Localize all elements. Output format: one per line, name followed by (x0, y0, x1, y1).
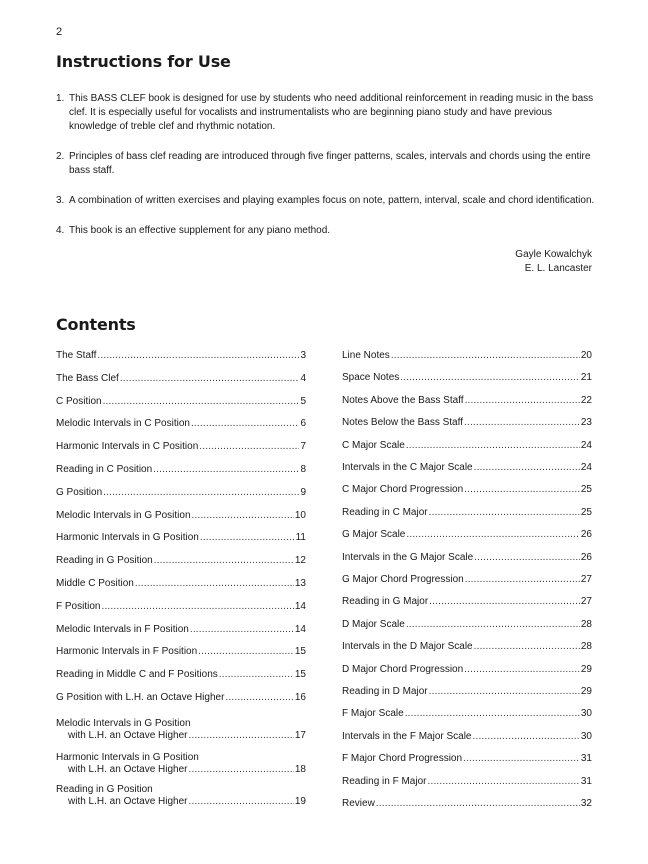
toc-leader (225, 692, 293, 704)
toc-entry (56, 464, 306, 476)
toc-entry-title: Intervals in the F Major Scale (342, 730, 472, 742)
toc-entry-title: C Major Chord Progression (342, 484, 464, 496)
toc-entry-page: 24 (580, 462, 592, 473)
toc-entry-page: 31 (580, 753, 592, 765)
toc-entry-title: The Bass Clef (56, 372, 119, 384)
toc-entry-page: 9 (300, 486, 306, 498)
toc-entry-page: 16 (294, 692, 306, 703)
toc-leader (189, 796, 294, 808)
toc-leader (429, 596, 580, 608)
toc-entry (56, 555, 306, 567)
toc-entry (56, 752, 306, 776)
toc-entry (56, 373, 306, 385)
toc-entry (342, 462, 592, 474)
instruction-text: This book is an effective supplement for any piano method. (69, 225, 331, 236)
toc-leader (189, 764, 294, 776)
toc-entry-page: 10 (294, 509, 306, 521)
toc-entry-subtitle: with L.H. an Octave Higher (68, 729, 188, 741)
instruction-text: This BASS CLEF book is designed for use by students who need additional reinforcement in reading music in the bass clef. It is especially useful for vocalists and instrumentalists who are beginning piano study and have previous knowledge of treble clef and rhythmic notation. (69, 93, 594, 132)
toc-entry (56, 718, 306, 742)
toc-entry-page: 22 (580, 394, 592, 406)
toc-entry (342, 753, 592, 765)
toc-entry (56, 669, 306, 681)
toc-leader (474, 552, 580, 564)
toc-leader (376, 798, 580, 810)
toc-entry-page: 19 (294, 796, 306, 808)
toc-entry-page: 23 (580, 417, 592, 429)
toc-entry (342, 708, 592, 720)
toc-leader (154, 555, 294, 567)
toc-entry (56, 692, 306, 704)
toc-entry-page: 27 (580, 574, 592, 585)
toc-entry (342, 664, 592, 676)
toc-leader (198, 646, 294, 658)
toc-entry-title: Reading in D Major (342, 686, 428, 697)
toc-entry-page: 25 (580, 506, 592, 518)
toc-entry-title: Melodic Intervals in F Position (56, 623, 189, 635)
toc-entry (56, 441, 306, 453)
toc-leader (190, 624, 294, 636)
instruction-number: 4. (56, 225, 65, 236)
toc-entry-title: G Position with L.H. an Octave Higher (56, 692, 225, 703)
instruction-number: 1. (56, 93, 65, 104)
toc-leader (135, 578, 294, 590)
toc-entry-title: Reading in G Position (56, 784, 153, 796)
toc-entry (342, 552, 592, 564)
toc-entry-page: 31 (580, 775, 592, 787)
toc-entry (342, 776, 592, 788)
toc-entry (342, 731, 592, 743)
toc-entry-page: 3 (300, 350, 306, 361)
toc-leader (199, 441, 299, 453)
toc-entry-page: 32 (580, 798, 592, 809)
toc-leader (464, 417, 580, 429)
author-name: Gayle Kowalchyk (515, 249, 592, 260)
toc-entry (56, 601, 306, 613)
toc-entry (56, 784, 306, 808)
toc-entry-page: 26 (580, 529, 592, 541)
toc-entry-page: 29 (580, 663, 592, 675)
toc-entry-title: Notes Above the Bass Staff (342, 394, 464, 406)
toc-leader (103, 487, 299, 499)
toc-leader (463, 753, 580, 765)
toc-entry-page: 27 (580, 596, 592, 608)
toc-entry-title: Notes Below the Bass Staff (342, 417, 463, 429)
toc-entry (56, 350, 306, 362)
toc-entry-page: 24 (580, 439, 592, 451)
toc-entry-page: 15 (294, 669, 306, 681)
toc-leader (464, 664, 580, 676)
toc-entry-title: Space Notes (342, 372, 400, 384)
toc-entry-title: Reading in F Major (342, 775, 427, 787)
toc-leader (219, 669, 294, 681)
toc-entry-page: 28 (580, 641, 592, 653)
toc-entry-title: F Major Scale (342, 708, 404, 720)
toc-entry-page: 21 (580, 372, 592, 384)
toc-entry (342, 484, 592, 496)
toc-entry (342, 440, 592, 452)
toc-entry-page: 4 (300, 372, 306, 384)
toc-entry-title: G Major Scale (342, 529, 406, 541)
toc-entry (342, 596, 592, 608)
toc-entry (342, 619, 592, 631)
toc-entry-title: Harmonic Intervals in F Position (56, 646, 198, 658)
toc-entry-title: Intervals in the G Major Scale (342, 551, 474, 563)
toc-leader (200, 532, 295, 544)
instruction-number: 3. (56, 195, 65, 206)
toc-entry-title: D Major Chord Progression (342, 663, 464, 675)
toc-entry-title: G Major Chord Progression (342, 574, 464, 585)
toc-entry-page: 28 (580, 618, 592, 630)
toc-entry-page: 5 (300, 395, 306, 407)
toc-entry-title: G Position (56, 486, 103, 498)
toc-entry-page: 13 (294, 578, 306, 589)
toc-leader (427, 776, 579, 788)
toc-entry-page: 12 (294, 555, 306, 567)
toc-leader (400, 372, 580, 384)
toc-entry (342, 574, 592, 586)
toc-entry-title: Intervals in the D Major Scale (342, 641, 473, 653)
toc-entry-page: 11 (295, 532, 306, 544)
toc-entry-title: Harmonic Intervals in G Position (56, 532, 199, 544)
toc-entry-page: 25 (580, 484, 592, 496)
toc-entry-subtitle: with L.H. an Octave Higher (68, 796, 188, 808)
toc-leader (429, 507, 580, 519)
page-number: 2 (56, 26, 63, 38)
instruction-item (56, 224, 596, 238)
toc-entry (342, 798, 592, 810)
toc-leader (97, 350, 299, 362)
instruction-number: 2. (56, 151, 65, 162)
toc-leader (473, 731, 580, 743)
toc-leader (429, 686, 580, 698)
toc-entry-title: D Major Scale (342, 618, 405, 630)
toc-entry (342, 350, 592, 362)
toc-entry-page: 18 (294, 763, 306, 775)
toc-leader (391, 350, 580, 362)
toc-entry-page: 26 (580, 551, 592, 563)
toc-leader (406, 619, 580, 631)
toc-entry-title: Reading in G Position (56, 555, 153, 567)
toc-entry-title: Melodic Intervals in C Position (56, 418, 190, 430)
toc-leader (189, 730, 294, 742)
toc-leader (192, 510, 294, 522)
toc-entry-title: Reading in Middle C and F Positions (56, 669, 218, 681)
toc-entry-title: Review (342, 798, 375, 809)
toc-entry (342, 372, 592, 384)
toc-entry (342, 417, 592, 429)
instructions-heading: Instructions for Use (56, 52, 231, 71)
toc-entry-page: 14 (294, 623, 306, 635)
toc-leader (191, 418, 299, 430)
authors (515, 248, 592, 276)
toc-entry (56, 510, 306, 522)
toc-entry (342, 507, 592, 519)
toc-entry-title: Intervals in the C Major Scale (342, 462, 473, 473)
contents-heading: Contents (56, 315, 136, 334)
toc-entry-title: Harmonic Intervals in G Position (56, 751, 199, 763)
instruction-item (56, 92, 596, 134)
toc-entry-title: F Position (56, 600, 101, 612)
toc-entry-subtitle: with L.H. an Octave Higher (68, 763, 188, 775)
toc-leader (465, 574, 580, 586)
toc-entry (342, 529, 592, 541)
instruction-item (56, 150, 596, 178)
toc-entry-title: Reading in C Position (56, 464, 153, 475)
toc-entry-page: 29 (580, 686, 592, 697)
toc-entry-title: C Position (56, 395, 102, 407)
toc-entry-page: 20 (580, 350, 592, 361)
toc-leader (103, 396, 300, 408)
toc-entry (342, 641, 592, 653)
toc-leader (406, 529, 580, 541)
toc-entry-page: 15 (294, 646, 306, 658)
toc-entry-title: Harmonic Intervals in C Position (56, 441, 199, 453)
toc-entry (342, 686, 592, 698)
toc-entry (56, 487, 306, 499)
toc-entry-title: Middle C Position (56, 578, 134, 589)
toc-leader (474, 641, 580, 653)
toc-entry-title: Reading in C Major (342, 506, 428, 518)
toc-leader (406, 440, 580, 452)
toc-entry-title: The Staff (56, 350, 97, 361)
toc-entry-page: 7 (300, 441, 306, 453)
toc-leader (153, 464, 299, 476)
toc-leader (464, 484, 580, 496)
instruction-text: A combination of written exercises and playing examples focus on note, pattern, interval, scale and chord identification. (69, 195, 595, 206)
toc-entry-title: F Major Chord Progression (342, 753, 463, 765)
toc-entry-title: C Major Scale (342, 439, 405, 451)
toc-leader (474, 462, 580, 474)
instructions-list (56, 92, 596, 238)
toc-entry-page: 30 (580, 730, 592, 742)
instruction-text: Principles of bass clef reading are introduced through five finger patterns, scales, intervals and chords using the entire bass staff. (69, 151, 591, 176)
toc-entry-page: 17 (294, 729, 306, 741)
toc-entry-title: Line Notes (342, 350, 390, 361)
toc-leader (120, 373, 300, 385)
toc-entry-title: Melodic Intervals in G Position (56, 717, 191, 729)
toc-leader (465, 395, 580, 407)
toc-entry (56, 418, 306, 430)
toc-entry-page: 14 (294, 600, 306, 612)
author-name: E. L. Lancaster (524, 263, 592, 274)
toc-entry (56, 624, 306, 636)
toc-entry-title: Reading in G Major (342, 596, 429, 608)
toc-entry-page: 30 (580, 708, 592, 720)
toc-entry-page: 8 (300, 464, 306, 475)
toc-entry-page: 6 (300, 418, 306, 430)
toc-leader (405, 708, 580, 720)
toc-entry (342, 395, 592, 407)
toc-entry (56, 396, 306, 408)
toc-entry (56, 578, 306, 590)
toc-entry (56, 532, 306, 544)
toc-entry-title: Melodic Intervals in G Position (56, 509, 191, 521)
instruction-item (56, 194, 596, 208)
toc-leader (101, 601, 293, 613)
toc-entry (56, 646, 306, 658)
